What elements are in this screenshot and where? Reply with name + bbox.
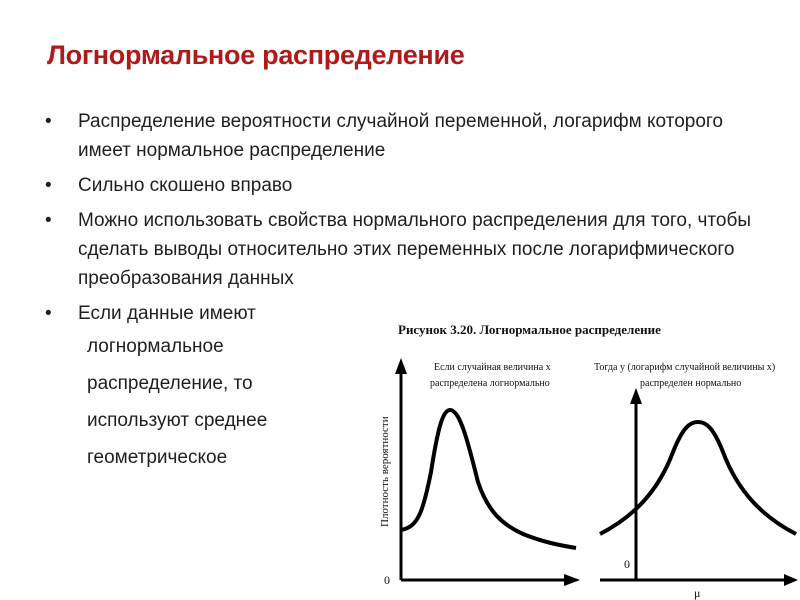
- left-panel-label-line1: Если случайная величина x: [434, 362, 551, 373]
- bullet-marker: •: [45, 303, 52, 324]
- bullet-text: Можно использовать свойства нормального распределения для того, чтобы сделать выводы относительно этих переменных после логарифмического преобразования данных: [78, 210, 752, 289]
- bullet-item: [45, 171, 765, 200]
- bullet-item: [45, 206, 765, 293]
- bullet-item: [45, 107, 765, 165]
- right-panel-label-line2: распределен нормально: [640, 378, 742, 389]
- y-axis-label: Плотность вероятности: [379, 416, 391, 527]
- right-origin-label: 0: [624, 557, 630, 571]
- bullet-marker: •: [45, 210, 52, 231]
- normal-curve: [600, 422, 796, 534]
- figure-svg: [368, 312, 800, 600]
- bullet-text: Распределение вероятности случайной переменной, логарифм которого имеет нормальное распределение: [78, 111, 723, 161]
- left-origin-label: 0: [384, 573, 390, 587]
- distribution-figure: [368, 312, 800, 600]
- bullet-continuation-line: геометрическое: [87, 447, 228, 468]
- lognormal-curve: [401, 410, 576, 548]
- mu-label: μ: [694, 586, 701, 600]
- left-x-arrowhead: [564, 574, 580, 586]
- bullet-continuation-line: логнормальное: [87, 336, 224, 357]
- figure-caption: Рисунок 3.20. Логнормальное распределение: [398, 322, 661, 337]
- right-y-arrowhead: [630, 388, 642, 404]
- bullet-marker: •: [45, 111, 52, 132]
- bullet-item: [45, 299, 345, 328]
- bullet-continuation-line: распределение, то: [87, 373, 253, 394]
- bullet-marker: •: [45, 175, 52, 196]
- left-panel-label-line2: распределена логнормально: [430, 378, 550, 389]
- right-panel-label-line1: Тогда y (логарифм случайной величины x): [594, 362, 776, 373]
- bullet-continuation-line: используют среднее: [87, 410, 268, 431]
- right-x-arrowhead: [784, 574, 798, 586]
- bullet-text: Если данные имеют: [78, 303, 256, 324]
- left-y-arrowhead: [395, 358, 407, 374]
- page-title: Логнормальное распределение: [47, 40, 465, 70]
- bullet-text: Сильно скошено вправо: [78, 175, 293, 196]
